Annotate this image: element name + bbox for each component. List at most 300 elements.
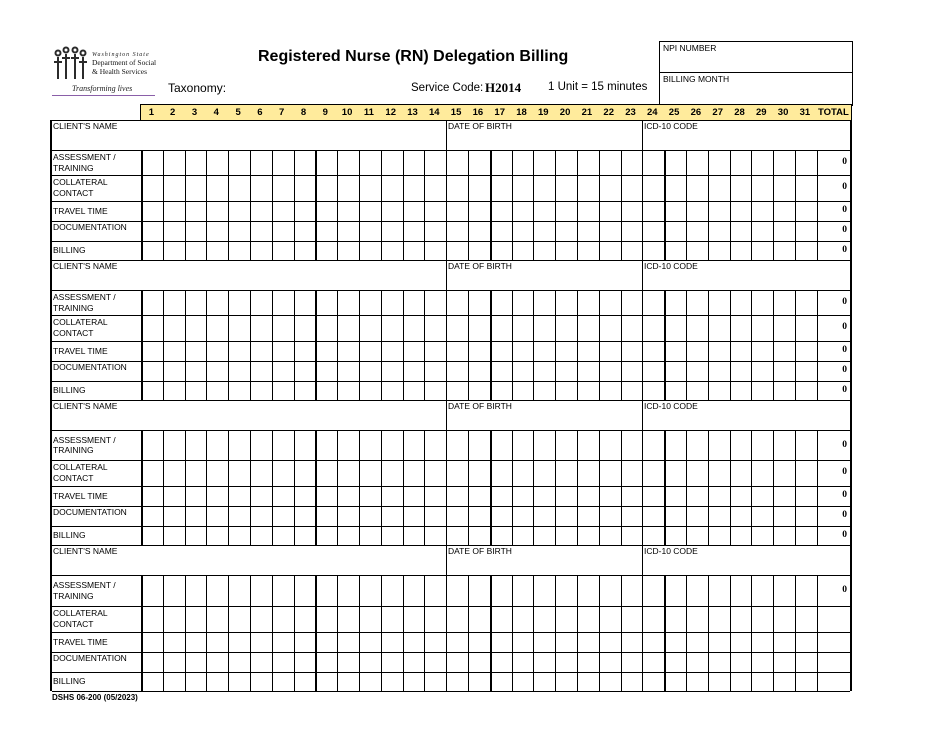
- day-cell[interactable]: [599, 576, 622, 606]
- day-cell[interactable]: [773, 431, 796, 460]
- day-cell[interactable]: [599, 291, 622, 315]
- day-cell[interactable]: [228, 486, 251, 506]
- day-cell[interactable]: [315, 652, 339, 672]
- day-cell[interactable]: [599, 315, 622, 341]
- day-cell[interactable]: [163, 341, 186, 361]
- day-cell[interactable]: [730, 526, 753, 545]
- day-cell[interactable]: [337, 506, 360, 526]
- day-cell[interactable]: [206, 672, 229, 691]
- date-of-birth-field[interactable]: DATE OF BIRTH: [448, 401, 512, 411]
- day-cell[interactable]: [686, 381, 709, 400]
- day-cell[interactable]: [468, 315, 491, 341]
- day-cell[interactable]: [163, 381, 186, 400]
- day-cell[interactable]: [294, 361, 317, 381]
- day-cell[interactable]: [185, 576, 208, 606]
- day-cell[interactable]: [795, 221, 818, 241]
- day-cell[interactable]: [795, 315, 818, 341]
- day-cell[interactable]: [403, 381, 426, 400]
- day-cell[interactable]: [642, 221, 665, 241]
- day-cell[interactable]: [381, 526, 404, 545]
- day-cell[interactable]: [773, 315, 796, 341]
- day-cell[interactable]: [359, 315, 382, 341]
- day-cell[interactable]: [599, 506, 622, 526]
- day-cell[interactable]: [490, 241, 514, 260]
- day-cell[interactable]: [424, 381, 447, 400]
- day-cell[interactable]: [533, 460, 556, 486]
- day-cell[interactable]: [403, 632, 426, 652]
- day-cell[interactable]: [403, 431, 426, 460]
- day-cell[interactable]: [141, 460, 165, 486]
- day-cell[interactable]: [163, 486, 186, 506]
- day-cell[interactable]: [141, 526, 165, 545]
- day-cell[interactable]: [250, 486, 273, 506]
- day-cell[interactable]: [795, 526, 818, 545]
- day-cell[interactable]: [555, 506, 578, 526]
- total-cell[interactable]: [817, 460, 840, 486]
- day-cell[interactable]: [185, 341, 208, 361]
- day-cell[interactable]: [730, 606, 753, 632]
- day-cell[interactable]: [294, 460, 317, 486]
- day-cell[interactable]: [751, 341, 774, 361]
- day-cell[interactable]: [337, 606, 360, 632]
- day-cell[interactable]: [795, 486, 818, 506]
- day-cell[interactable]: [577, 361, 600, 381]
- day-cell[interactable]: [468, 175, 491, 201]
- day-cell[interactable]: [533, 175, 556, 201]
- day-cell[interactable]: [708, 526, 731, 545]
- day-cell[interactable]: [206, 486, 229, 506]
- day-cell[interactable]: [555, 201, 578, 221]
- day-cell[interactable]: [490, 486, 514, 506]
- day-cell[interactable]: [359, 241, 382, 260]
- day-cell[interactable]: [315, 241, 339, 260]
- day-cell[interactable]: [272, 606, 295, 632]
- day-cell[interactable]: [359, 291, 382, 315]
- day-cell[interactable]: [730, 201, 753, 221]
- day-cell[interactable]: [773, 381, 796, 400]
- day-cell[interactable]: [424, 201, 447, 221]
- total-cell[interactable]: [817, 291, 840, 315]
- total-cell[interactable]: [817, 315, 840, 341]
- day-cell[interactable]: [228, 652, 251, 672]
- day-cell[interactable]: [599, 632, 622, 652]
- day-cell[interactable]: [359, 652, 382, 672]
- day-cell[interactable]: [250, 315, 273, 341]
- day-cell[interactable]: [751, 486, 774, 506]
- day-cell[interactable]: [424, 175, 447, 201]
- day-cell[interactable]: [730, 341, 753, 361]
- day-cell[interactable]: [686, 486, 709, 506]
- day-cell[interactable]: [577, 151, 600, 175]
- day-cell[interactable]: [294, 221, 317, 241]
- day-cell[interactable]: [250, 175, 273, 201]
- day-cell[interactable]: [250, 291, 273, 315]
- day-cell[interactable]: [642, 486, 665, 506]
- day-cell[interactable]: [294, 576, 317, 606]
- day-cell[interactable]: [206, 506, 229, 526]
- day-cell[interactable]: [512, 241, 535, 260]
- day-cell[interactable]: [424, 506, 447, 526]
- day-cell[interactable]: [468, 652, 491, 672]
- day-cell[interactable]: [490, 632, 514, 652]
- day-cell[interactable]: [250, 221, 273, 241]
- day-cell[interactable]: [490, 201, 514, 221]
- day-cell[interactable]: [730, 632, 753, 652]
- day-cell[interactable]: [773, 241, 796, 260]
- day-cell[interactable]: [141, 652, 165, 672]
- day-cell[interactable]: [708, 291, 731, 315]
- day-cell[interactable]: [337, 576, 360, 606]
- day-cell[interactable]: [512, 486, 535, 506]
- day-cell[interactable]: [141, 506, 165, 526]
- day-cell[interactable]: [403, 201, 426, 221]
- day-cell[interactable]: [228, 381, 251, 400]
- day-cell[interactable]: [512, 506, 535, 526]
- day-cell[interactable]: [185, 221, 208, 241]
- day-cell[interactable]: [381, 606, 404, 632]
- day-cell[interactable]: [533, 526, 556, 545]
- day-cell[interactable]: [512, 291, 535, 315]
- day-cell[interactable]: [512, 576, 535, 606]
- day-cell[interactable]: [381, 506, 404, 526]
- day-cell[interactable]: [315, 606, 339, 632]
- day-cell[interactable]: [664, 151, 688, 175]
- day-cell[interactable]: [206, 341, 229, 361]
- day-cell[interactable]: [315, 576, 339, 606]
- day-cell[interactable]: [163, 526, 186, 545]
- day-cell[interactable]: [403, 221, 426, 241]
- day-cell[interactable]: [577, 201, 600, 221]
- day-cell[interactable]: [141, 606, 165, 632]
- day-cell[interactable]: [272, 672, 295, 691]
- day-cell[interactable]: [141, 341, 165, 361]
- day-cell[interactable]: [250, 632, 273, 652]
- day-cell[interactable]: [381, 221, 404, 241]
- day-cell[interactable]: [490, 526, 514, 545]
- day-cell[interactable]: [185, 241, 208, 260]
- day-cell[interactable]: [228, 526, 251, 545]
- day-cell[interactable]: [403, 486, 426, 506]
- day-cell[interactable]: [403, 241, 426, 260]
- day-cell[interactable]: [642, 606, 665, 632]
- day-cell[interactable]: [686, 315, 709, 341]
- total-cell[interactable]: [817, 201, 840, 221]
- day-cell[interactable]: [577, 291, 600, 315]
- day-cell[interactable]: [206, 381, 229, 400]
- day-cell[interactable]: [381, 151, 404, 175]
- day-cell[interactable]: [599, 486, 622, 506]
- day-cell[interactable]: [599, 241, 622, 260]
- day-cell[interactable]: [337, 241, 360, 260]
- day-cell[interactable]: [577, 652, 600, 672]
- day-cell[interactable]: [795, 291, 818, 315]
- day-cell[interactable]: [621, 632, 644, 652]
- day-cell[interactable]: [621, 291, 644, 315]
- day-cell[interactable]: [446, 361, 469, 381]
- day-cell[interactable]: [468, 576, 491, 606]
- day-cell[interactable]: [773, 506, 796, 526]
- day-cell[interactable]: [381, 460, 404, 486]
- taxonomy-label[interactable]: Taxonomy:: [168, 81, 227, 95]
- day-cell[interactable]: [337, 672, 360, 691]
- day-cell[interactable]: [206, 431, 229, 460]
- day-cell[interactable]: [599, 381, 622, 400]
- day-cell[interactable]: [381, 652, 404, 672]
- day-cell[interactable]: [272, 506, 295, 526]
- day-cell[interactable]: [490, 381, 514, 400]
- day-cell[interactable]: [337, 201, 360, 221]
- day-cell[interactable]: [773, 526, 796, 545]
- day-cell[interactable]: [664, 341, 688, 361]
- day-cell[interactable]: [773, 151, 796, 175]
- day-cell[interactable]: [403, 175, 426, 201]
- day-cell[interactable]: [642, 241, 665, 260]
- day-cell[interactable]: [446, 506, 469, 526]
- day-cell[interactable]: [228, 291, 251, 315]
- day-cell[interactable]: [642, 361, 665, 381]
- day-cell[interactable]: [381, 341, 404, 361]
- day-cell[interactable]: [294, 672, 317, 691]
- day-cell[interactable]: [533, 341, 556, 361]
- day-cell[interactable]: [468, 526, 491, 545]
- day-cell[interactable]: [206, 632, 229, 652]
- day-cell[interactable]: [599, 341, 622, 361]
- day-cell[interactable]: [621, 506, 644, 526]
- day-cell[interactable]: [446, 315, 469, 341]
- total-cell[interactable]: [817, 381, 840, 400]
- day-cell[interactable]: [206, 526, 229, 545]
- day-cell[interactable]: [141, 632, 165, 652]
- day-cell[interactable]: [621, 341, 644, 361]
- day-cell[interactable]: [294, 506, 317, 526]
- day-cell[interactable]: [446, 151, 469, 175]
- day-cell[interactable]: [250, 361, 273, 381]
- total-cell[interactable]: [817, 606, 840, 632]
- day-cell[interactable]: [446, 460, 469, 486]
- total-cell[interactable]: [817, 672, 840, 691]
- day-cell[interactable]: [664, 460, 688, 486]
- day-cell[interactable]: [446, 175, 469, 201]
- day-cell[interactable]: [359, 341, 382, 361]
- day-cell[interactable]: [773, 361, 796, 381]
- day-cell[interactable]: [555, 291, 578, 315]
- day-cell[interactable]: [708, 381, 731, 400]
- date-of-birth-field[interactable]: DATE OF BIRTH: [448, 546, 512, 556]
- day-cell[interactable]: [163, 506, 186, 526]
- day-cell[interactable]: [424, 151, 447, 175]
- day-cell[interactable]: [185, 315, 208, 341]
- day-cell[interactable]: [315, 221, 339, 241]
- day-cell[interactable]: [381, 241, 404, 260]
- day-cell[interactable]: [642, 431, 665, 460]
- day-cell[interactable]: [730, 151, 753, 175]
- day-cell[interactable]: [206, 175, 229, 201]
- day-cell[interactable]: [468, 151, 491, 175]
- day-cell[interactable]: [359, 221, 382, 241]
- client-name-field[interactable]: CLIENT'S NAME: [53, 121, 118, 131]
- day-cell[interactable]: [315, 361, 339, 381]
- day-cell[interactable]: [686, 652, 709, 672]
- day-cell[interactable]: [751, 506, 774, 526]
- day-cell[interactable]: [730, 175, 753, 201]
- day-cell[interactable]: [642, 315, 665, 341]
- day-cell[interactable]: [621, 460, 644, 486]
- day-cell[interactable]: [228, 341, 251, 361]
- day-cell[interactable]: [577, 221, 600, 241]
- day-cell[interactable]: [730, 221, 753, 241]
- day-cell[interactable]: [315, 175, 339, 201]
- day-cell[interactable]: [533, 632, 556, 652]
- day-cell[interactable]: [773, 576, 796, 606]
- day-cell[interactable]: [381, 201, 404, 221]
- day-cell[interactable]: [512, 672, 535, 691]
- day-cell[interactable]: [272, 361, 295, 381]
- day-cell[interactable]: [337, 431, 360, 460]
- day-cell[interactable]: [272, 632, 295, 652]
- day-cell[interactable]: [621, 606, 644, 632]
- day-cell[interactable]: [403, 672, 426, 691]
- day-cell[interactable]: [490, 431, 514, 460]
- day-cell[interactable]: [512, 431, 535, 460]
- day-cell[interactable]: [621, 672, 644, 691]
- day-cell[interactable]: [228, 241, 251, 260]
- day-cell[interactable]: [642, 576, 665, 606]
- day-cell[interactable]: [163, 576, 186, 606]
- day-cell[interactable]: [708, 315, 731, 341]
- day-cell[interactable]: [512, 652, 535, 672]
- day-cell[interactable]: [642, 460, 665, 486]
- day-cell[interactable]: [468, 506, 491, 526]
- day-cell[interactable]: [773, 652, 796, 672]
- day-cell[interactable]: [206, 151, 229, 175]
- day-cell[interactable]: [468, 381, 491, 400]
- day-cell[interactable]: [141, 221, 165, 241]
- day-cell[interactable]: [163, 221, 186, 241]
- day-cell[interactable]: [381, 672, 404, 691]
- day-cell[interactable]: [708, 241, 731, 260]
- day-cell[interactable]: [773, 221, 796, 241]
- day-cell[interactable]: [751, 381, 774, 400]
- day-cell[interactable]: [359, 632, 382, 652]
- day-cell[interactable]: [642, 341, 665, 361]
- day-cell[interactable]: [642, 201, 665, 221]
- day-cell[interactable]: [795, 241, 818, 260]
- day-cell[interactable]: [686, 576, 709, 606]
- day-cell[interactable]: [555, 381, 578, 400]
- day-cell[interactable]: [490, 221, 514, 241]
- total-cell[interactable]: [817, 175, 840, 201]
- day-cell[interactable]: [163, 201, 186, 221]
- day-cell[interactable]: [773, 201, 796, 221]
- day-cell[interactable]: [686, 201, 709, 221]
- day-cell[interactable]: [315, 672, 339, 691]
- day-cell[interactable]: [751, 291, 774, 315]
- day-cell[interactable]: [250, 652, 273, 672]
- day-cell[interactable]: [163, 460, 186, 486]
- day-cell[interactable]: [686, 221, 709, 241]
- day-cell[interactable]: [424, 652, 447, 672]
- day-cell[interactable]: [185, 526, 208, 545]
- day-cell[interactable]: [599, 606, 622, 632]
- day-cell[interactable]: [141, 361, 165, 381]
- day-cell[interactable]: [446, 632, 469, 652]
- day-cell[interactable]: [512, 606, 535, 632]
- day-cell[interactable]: [141, 151, 165, 175]
- icd-10-code-field[interactable]: ICD-10 CODE: [644, 261, 698, 271]
- day-cell[interactable]: [315, 486, 339, 506]
- day-cell[interactable]: [294, 486, 317, 506]
- day-cell[interactable]: [163, 652, 186, 672]
- day-cell[interactable]: [468, 241, 491, 260]
- day-cell[interactable]: [642, 526, 665, 545]
- date-of-birth-field[interactable]: DATE OF BIRTH: [448, 121, 512, 131]
- day-cell[interactable]: [185, 506, 208, 526]
- day-cell[interactable]: [795, 175, 818, 201]
- day-cell[interactable]: [555, 221, 578, 241]
- day-cell[interactable]: [533, 606, 556, 632]
- day-cell[interactable]: [424, 460, 447, 486]
- day-cell[interactable]: [686, 506, 709, 526]
- day-cell[interactable]: [773, 460, 796, 486]
- day-cell[interactable]: [381, 431, 404, 460]
- day-cell[interactable]: [555, 652, 578, 672]
- day-cell[interactable]: [686, 151, 709, 175]
- day-cell[interactable]: [250, 431, 273, 460]
- day-cell[interactable]: [163, 315, 186, 341]
- day-cell[interactable]: [206, 291, 229, 315]
- day-cell[interactable]: [206, 576, 229, 606]
- day-cell[interactable]: [294, 201, 317, 221]
- total-cell[interactable]: [817, 221, 840, 241]
- day-cell[interactable]: [228, 672, 251, 691]
- day-cell[interactable]: [686, 175, 709, 201]
- day-cell[interactable]: [185, 431, 208, 460]
- day-cell[interactable]: [272, 526, 295, 545]
- day-cell[interactable]: [686, 526, 709, 545]
- day-cell[interactable]: [228, 431, 251, 460]
- day-cell[interactable]: [403, 606, 426, 632]
- day-cell[interactable]: [730, 576, 753, 606]
- day-cell[interactable]: [795, 632, 818, 652]
- day-cell[interactable]: [446, 606, 469, 632]
- day-cell[interactable]: [424, 486, 447, 506]
- day-cell[interactable]: [599, 361, 622, 381]
- day-cell[interactable]: [250, 576, 273, 606]
- day-cell[interactable]: [446, 526, 469, 545]
- day-cell[interactable]: [228, 506, 251, 526]
- day-cell[interactable]: [468, 460, 491, 486]
- day-cell[interactable]: [664, 486, 688, 506]
- day-cell[interactable]: [403, 341, 426, 361]
- day-cell[interactable]: [555, 486, 578, 506]
- day-cell[interactable]: [337, 315, 360, 341]
- day-cell[interactable]: [185, 606, 208, 632]
- day-cell[interactable]: [708, 221, 731, 241]
- day-cell[interactable]: [773, 632, 796, 652]
- day-cell[interactable]: [250, 506, 273, 526]
- day-cell[interactable]: [446, 672, 469, 691]
- day-cell[interactable]: [795, 361, 818, 381]
- day-cell[interactable]: [686, 341, 709, 361]
- day-cell[interactable]: [141, 576, 165, 606]
- day-cell[interactable]: [664, 221, 688, 241]
- day-cell[interactable]: [664, 201, 688, 221]
- day-cell[interactable]: [206, 241, 229, 260]
- day-cell[interactable]: [424, 526, 447, 545]
- day-cell[interactable]: [403, 315, 426, 341]
- day-cell[interactable]: [664, 632, 688, 652]
- day-cell[interactable]: [512, 381, 535, 400]
